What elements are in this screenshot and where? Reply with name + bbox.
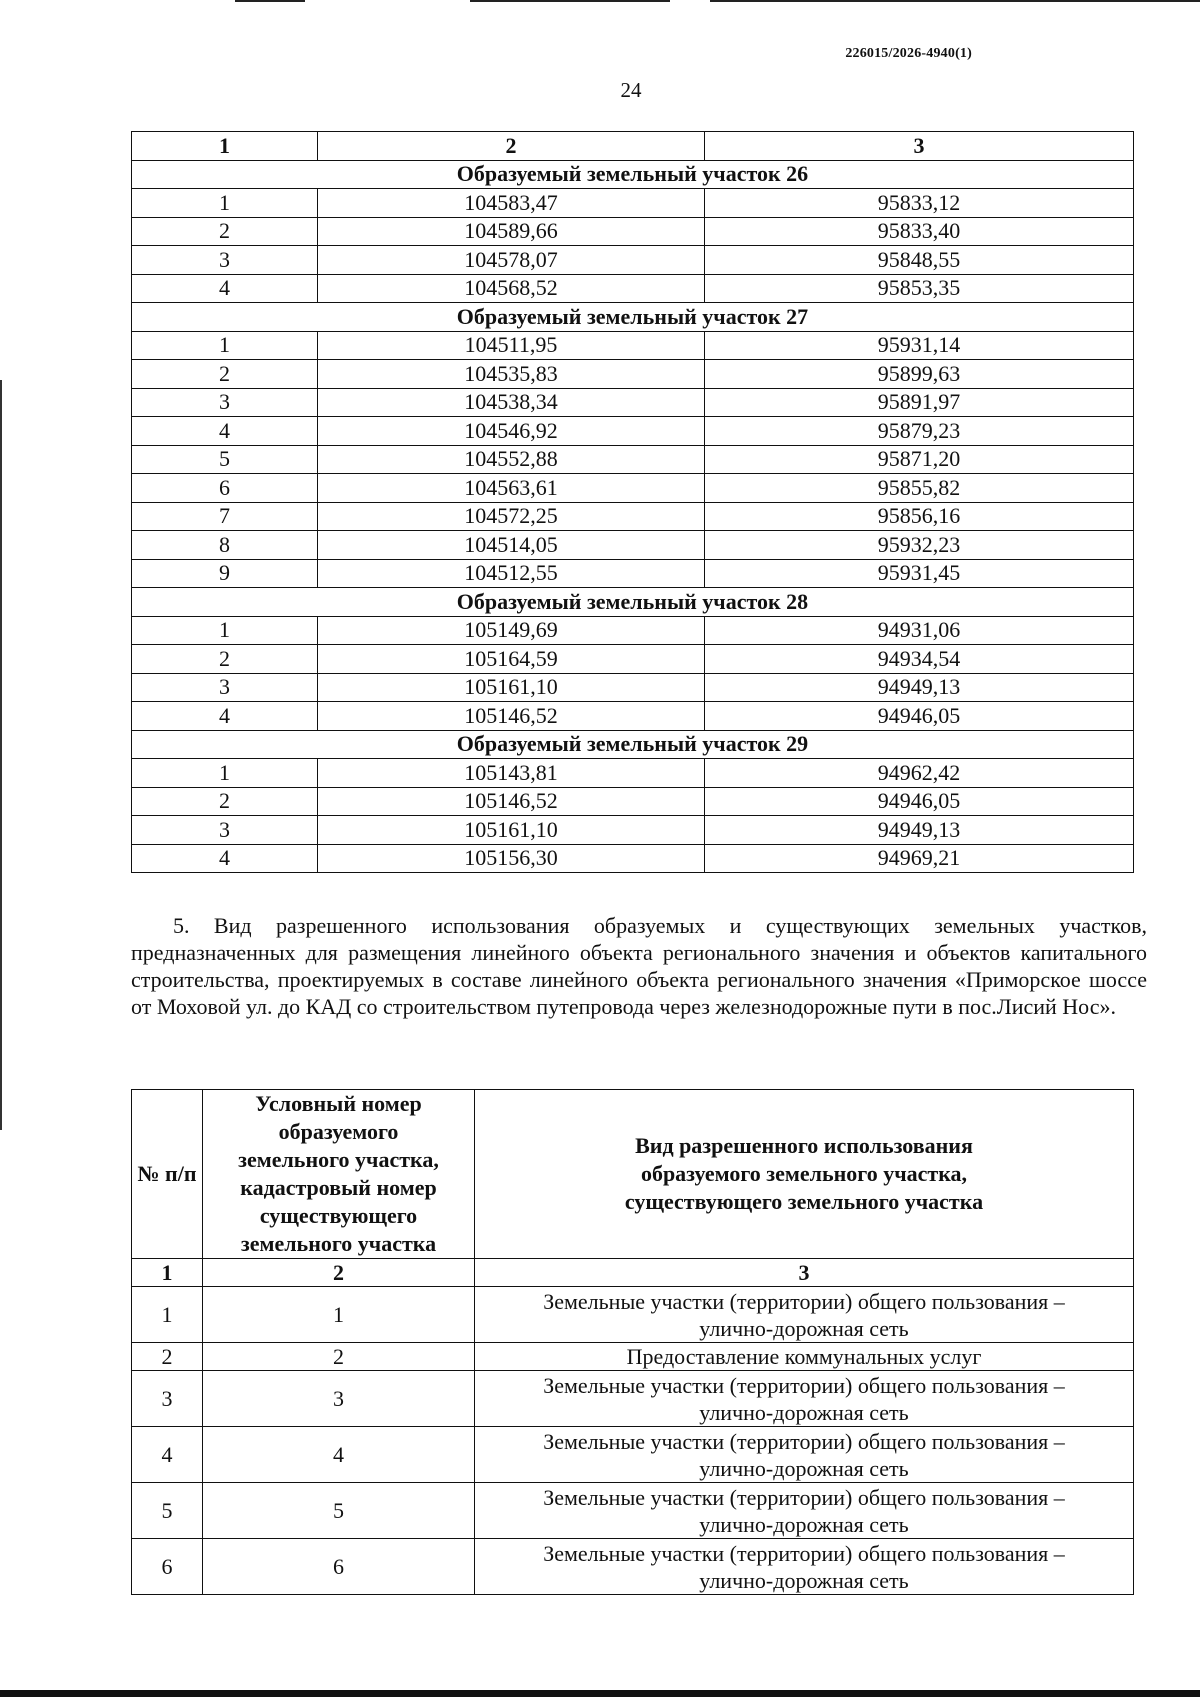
x-coordinate-cell: 104511,95 [318, 331, 705, 360]
coordinate-row [132, 246, 1134, 275]
scan-bottom-edge [0, 1690, 1200, 1697]
row-number-cell: 3 [132, 1371, 203, 1427]
y-coordinate-cell: 95848,55 [705, 246, 1134, 275]
y-coordinate-cell: 95855,82 [705, 474, 1134, 503]
y-coordinate-cell: 95871,20 [705, 445, 1134, 474]
paragraph-section-5 [131, 912, 1147, 1020]
column-number-cell: 2 [203, 1259, 475, 1287]
y-coordinate-cell: 95932,23 [705, 531, 1134, 560]
coordinate-row [132, 360, 1134, 389]
point-number-cell: 4 [132, 702, 318, 731]
parcel-number-cell: 5 [203, 1483, 475, 1539]
x-coordinate-cell: 104546,92 [318, 417, 705, 446]
coordinate-row [132, 531, 1134, 560]
point-number-cell: 1 [132, 331, 318, 360]
x-coordinate-cell: 105161,10 [318, 673, 705, 702]
usage-header-row [132, 1090, 1134, 1259]
coordinate-row [132, 502, 1134, 531]
x-coordinate-cell: 105146,52 [318, 702, 705, 731]
column-number-cell: 1 [132, 1259, 203, 1287]
coordinate-row [132, 331, 1134, 360]
y-coordinate-cell: 95833,40 [705, 217, 1134, 246]
coordinate-row [132, 844, 1134, 873]
coordinates-table [131, 131, 1134, 873]
usage-row [132, 1539, 1134, 1595]
section-title-row [132, 730, 1134, 759]
section-title: Образуемый земельный участок 26 [132, 160, 1134, 189]
parcel-number-cell: 4 [203, 1427, 475, 1483]
scan-edge-line [0, 1110, 2, 1130]
header-permitted-use-cell: Вид разрешенного использования образуемого земельного участка, существующего земельного участка [475, 1090, 1134, 1259]
coordinate-row [132, 474, 1134, 503]
row-number-cell: 5 [132, 1483, 203, 1539]
y-coordinate-cell: 95931,45 [705, 559, 1134, 588]
coordinate-row [132, 616, 1134, 645]
coordinate-row [132, 189, 1134, 218]
parcel-number-cell: 3 [203, 1371, 475, 1427]
y-coordinate-cell: 94946,05 [705, 702, 1134, 731]
section-title-row [132, 303, 1134, 332]
point-number-cell: 1 [132, 616, 318, 645]
point-number-cell: 7 [132, 502, 318, 531]
parcel-number-cell: 6 [203, 1539, 475, 1595]
coordinate-row [132, 559, 1134, 588]
x-coordinate-cell: 105161,10 [318, 816, 705, 845]
usage-row [132, 1343, 1134, 1371]
row-number-cell: 1 [132, 1287, 203, 1343]
y-coordinate-cell: 94969,21 [705, 844, 1134, 873]
y-coordinate-cell: 95899,63 [705, 360, 1134, 389]
coordinates-table-body [132, 132, 1134, 873]
coordinate-row [132, 787, 1134, 816]
section-title: Образуемый земельный участок 29 [132, 730, 1134, 759]
column-number-cell: 3 [705, 132, 1134, 161]
point-number-cell: 9 [132, 559, 318, 588]
y-coordinate-cell: 95833,12 [705, 189, 1134, 218]
y-coordinate-cell: 94934,54 [705, 645, 1134, 674]
y-coordinate-cell: 94949,13 [705, 816, 1134, 845]
usage-row [132, 1287, 1134, 1343]
point-number-cell: 2 [132, 787, 318, 816]
coordinate-row [132, 816, 1134, 845]
coordinate-row [132, 417, 1134, 446]
paragraph-text: 5. Вид разрешенного использования образуемых и существующих земельных участков, предназначенных для размещения линейного объекта регионального значения и объектов капитального строительства, проектируемых в составе линейного объекта регионального значения «Приморское шоссе от Моховой ул. до КАД со строительством путепровода через железнодорожные пути в пос.Лисий Нос». [131, 913, 1147, 1019]
y-coordinate-cell: 94931,06 [705, 616, 1134, 645]
coordinate-row [132, 445, 1134, 474]
x-coordinate-cell: 105156,30 [318, 844, 705, 873]
column-number-cell: 3 [475, 1259, 1134, 1287]
row-number-cell: 6 [132, 1539, 203, 1595]
coordinate-row [132, 645, 1134, 674]
header-number-cell: № п/п [132, 1090, 203, 1259]
section-title-row [132, 160, 1134, 189]
coordinate-row [132, 702, 1134, 731]
permitted-use-cell: Земельные участки (территории) общего пользования – улично-дорожная сеть [475, 1287, 1134, 1343]
x-coordinate-cell: 104578,07 [318, 246, 705, 275]
point-number-cell: 2 [132, 645, 318, 674]
x-coordinate-cell: 105164,59 [318, 645, 705, 674]
row-number-cell: 4 [132, 1427, 203, 1483]
scan-artifact-line [470, 0, 670, 2]
coordinate-row [132, 759, 1134, 788]
y-coordinate-cell: 95931,14 [705, 331, 1134, 360]
x-coordinate-cell: 104563,61 [318, 474, 705, 503]
usage-column-numbers-row [132, 1259, 1134, 1287]
x-coordinate-cell: 104589,66 [318, 217, 705, 246]
point-number-cell: 8 [132, 531, 318, 560]
column-number-cell: 1 [132, 132, 318, 161]
parcel-number-cell: 1 [203, 1287, 475, 1343]
coordinate-row [132, 217, 1134, 246]
coordinate-row [132, 388, 1134, 417]
permitted-use-cell: Земельные участки (территории) общего пользования – улично-дорожная сеть [475, 1539, 1134, 1595]
y-coordinate-cell: 95856,16 [705, 502, 1134, 531]
point-number-cell: 4 [132, 844, 318, 873]
x-coordinate-cell: 104552,88 [318, 445, 705, 474]
permitted-use-cell: Предоставление коммунальных услуг [475, 1343, 1134, 1371]
y-coordinate-cell: 94949,13 [705, 673, 1134, 702]
section-title: Образуемый земельный участок 28 [132, 588, 1134, 617]
point-number-cell: 3 [132, 388, 318, 417]
permitted-use-table-body [132, 1090, 1134, 1595]
point-number-cell: 1 [132, 759, 318, 788]
coordinate-row [132, 673, 1134, 702]
point-number-cell: 1 [132, 189, 318, 218]
point-number-cell: 4 [132, 417, 318, 446]
parcel-number-cell: 2 [203, 1343, 475, 1371]
column-number-cell: 2 [318, 132, 705, 161]
scan-artifact-line [710, 0, 1200, 2]
y-coordinate-cell: 95879,23 [705, 417, 1134, 446]
x-coordinate-cell: 104512,55 [318, 559, 705, 588]
y-coordinate-cell: 94962,42 [705, 759, 1134, 788]
y-coordinate-cell: 95891,97 [705, 388, 1134, 417]
row-number-cell: 2 [132, 1343, 203, 1371]
point-number-cell: 4 [132, 274, 318, 303]
document-id: 226015/2026-4940(1) [845, 46, 972, 61]
x-coordinate-cell: 105149,69 [318, 616, 705, 645]
y-coordinate-cell: 95853,35 [705, 274, 1134, 303]
permitted-use-cell: Земельные участки (территории) общего пользования – улично-дорожная сеть [475, 1371, 1134, 1427]
coordinate-row [132, 274, 1134, 303]
x-coordinate-cell: 105146,52 [318, 787, 705, 816]
x-coordinate-cell: 104514,05 [318, 531, 705, 560]
x-coordinate-cell: 104538,34 [318, 388, 705, 417]
permitted-use-cell: Земельные участки (территории) общего пользования – улично-дорожная сеть [475, 1427, 1134, 1483]
usage-row [132, 1427, 1134, 1483]
page-number: 24 [620, 78, 642, 102]
point-number-cell: 3 [132, 673, 318, 702]
y-coordinate-cell: 94946,05 [705, 787, 1134, 816]
x-coordinate-cell: 104568,52 [318, 274, 705, 303]
scan-artifact-line [235, 0, 305, 2]
x-coordinate-cell: 105143,81 [318, 759, 705, 788]
point-number-cell: 2 [132, 217, 318, 246]
point-number-cell: 3 [132, 246, 318, 275]
permitted-use-cell: Земельные участки (территории) общего пользования – улично-дорожная сеть [475, 1483, 1134, 1539]
point-number-cell: 5 [132, 445, 318, 474]
x-coordinate-cell: 104572,25 [318, 502, 705, 531]
point-number-cell: 2 [132, 360, 318, 389]
point-number-cell: 6 [132, 474, 318, 503]
header-parcel-number-cell: Условный номер образуемого земельного участка, кадастровый номер существующего земельного участка [203, 1090, 475, 1259]
coordinates-header-row [132, 132, 1134, 161]
section-title-row [132, 588, 1134, 617]
scan-edge-line [0, 380, 2, 1120]
permitted-use-table [131, 1089, 1134, 1595]
x-coordinate-cell: 104535,83 [318, 360, 705, 389]
usage-row [132, 1483, 1134, 1539]
usage-row [132, 1371, 1134, 1427]
point-number-cell: 3 [132, 816, 318, 845]
section-title: Образуемый земельный участок 27 [132, 303, 1134, 332]
x-coordinate-cell: 104583,47 [318, 189, 705, 218]
